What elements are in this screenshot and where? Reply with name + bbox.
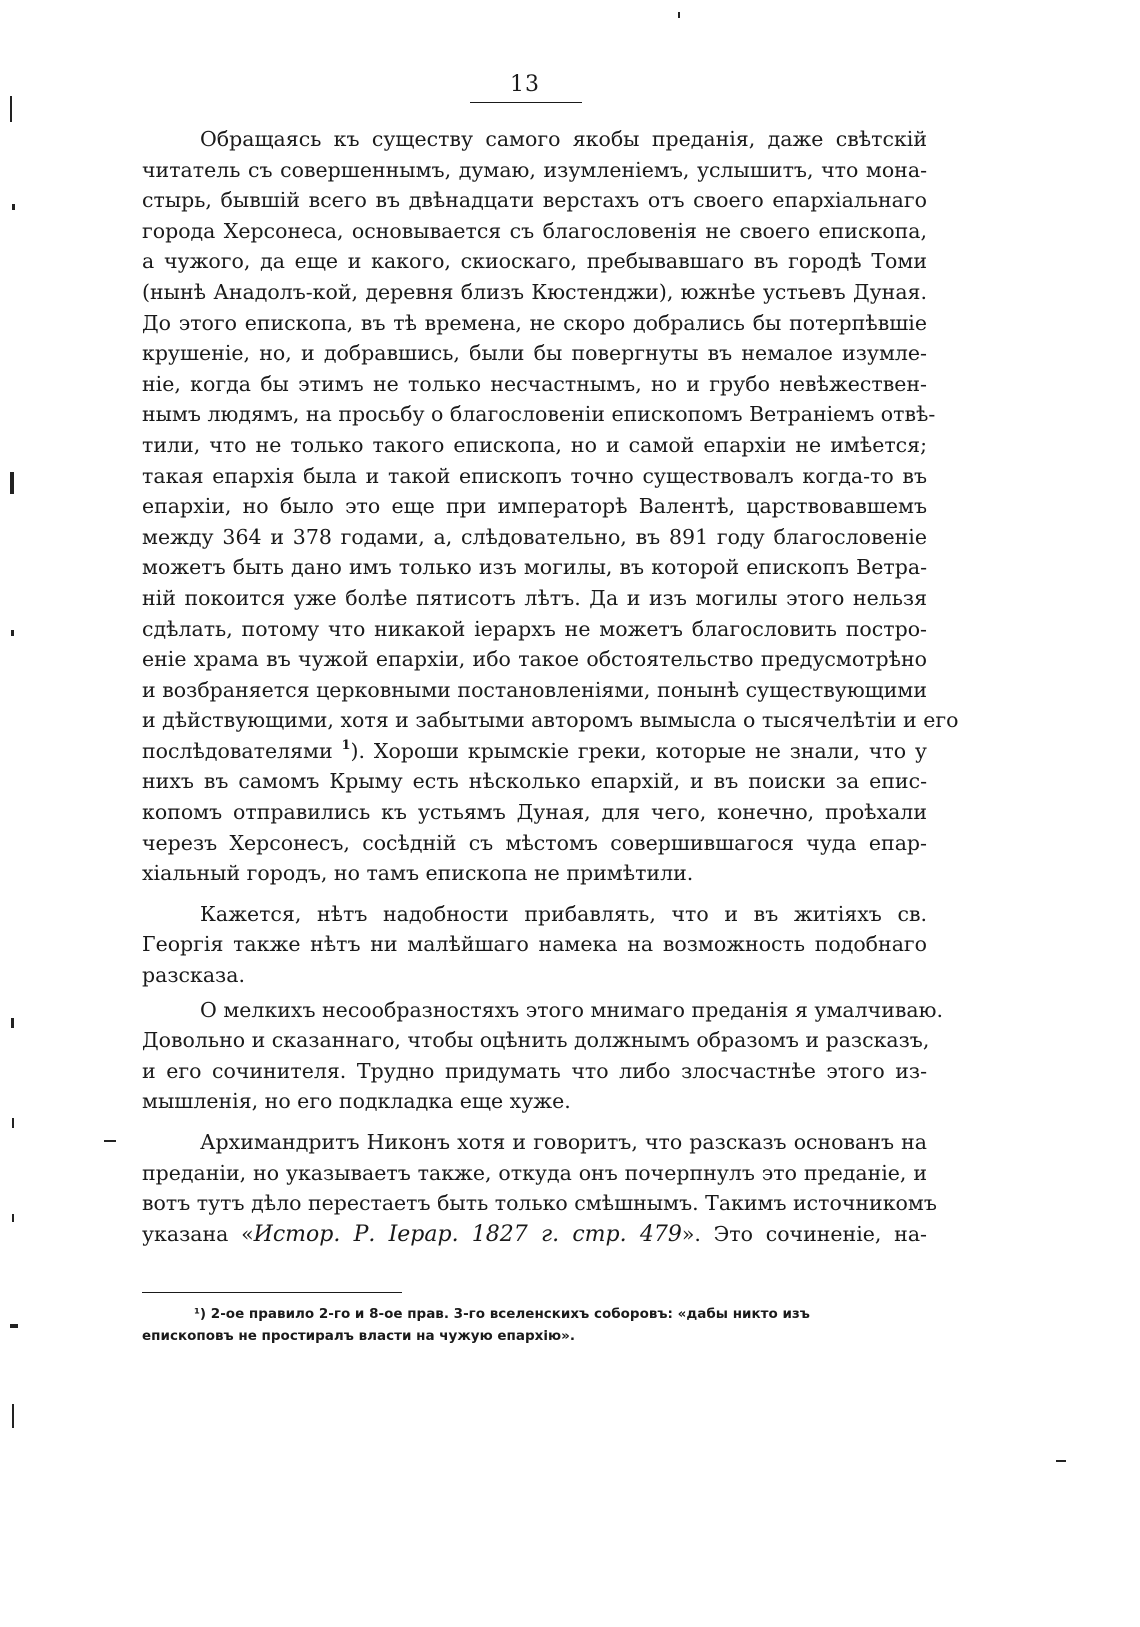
text-line: тили, что не только такого епископа, но и самой епархіи не имѣется; <box>142 432 927 457</box>
text-line: Довольно и сказаннаго, чтобы оцѣнить должнымъ образомъ и разсказъ, <box>142 1028 930 1053</box>
scan-speck <box>11 630 14 636</box>
footnote-marker[interactable]: 1 <box>341 737 351 753</box>
text-line: О мелкихъ несообразностяхъ этого мнимаго преданія я умалчиваю. <box>200 997 944 1022</box>
scan-speck <box>10 472 14 494</box>
text-line: хіальный городъ, но тамъ епископа не примѣтили. <box>142 861 694 886</box>
text-line: сдѣлать, потому что никакой іерархъ не можетъ благословить постро- <box>142 616 927 641</box>
text-line: крушеніе, но, и добравшись, были бы повергнуты въ немалое изумле- <box>142 341 927 366</box>
scan-speck <box>11 1018 14 1028</box>
paragraph-4 <box>142 1127 937 1249</box>
scan-speck <box>12 1214 14 1222</box>
citation-reference: Истор. Р. Іерар. 1827 г. стр. 479 <box>253 1221 682 1247</box>
text-span: ». Это сочиненіе, на- <box>681 1221 927 1246</box>
text-span: послѣдователями <box>142 738 333 763</box>
text-line: Архимандритъ Никонъ хотя и говоритъ, что разсказъ основанъ на <box>200 1130 927 1154</box>
footnote-rule <box>142 1292 402 1293</box>
text-span: ). Хороши крымскіе греки, которые не знали, что у <box>350 738 927 763</box>
text-span: указана « <box>142 1221 254 1246</box>
text-line: еніе храма въ чужой епархіи, ибо такое обстоятельство предусмотрѣно <box>142 647 927 672</box>
text-line: и возбраняется церковными постановленіями, понынѣ существующими <box>142 677 927 702</box>
text-line: мышленія, но его подкладка еще хуже. <box>142 1089 571 1114</box>
text-line: нихъ въ самомъ Крыму есть нѣсколько епархій, и въ поиски за епис- <box>142 769 927 794</box>
text-line: города Херсонеса, основывается съ благословенія не своего епископа, <box>142 218 927 243</box>
text-line: епархіи, но было это еще при императорѣ Валентѣ, царствовавшемъ <box>142 494 927 519</box>
scan-speck <box>104 1140 116 1142</box>
text-line: между 364 и 378 годами, а, слѣдовательно, въ 891 году благословеніе <box>142 524 927 549</box>
text-line: преданіи, но указываетъ также, откуда онъ почерпнулъ это преданіе, и <box>142 1160 927 1185</box>
scan-speck <box>12 204 15 210</box>
body-text <box>142 124 959 1249</box>
text-line: вотъ тутъ дѣло перестаетъ быть только смѣшнымъ. Такимъ источникомъ <box>142 1191 937 1216</box>
footnote-text: 2-ое правило 2-го и 8-ое прав. 3-го вселенскихъ соборовъ: «дабы никто изъ <box>210 1306 810 1322</box>
text-line: такая епархія была и такой епископъ точно существовалъ когда-то въ <box>142 463 927 488</box>
text-line: Кажется, нѣтъ надобности прибавлять, что и въ житіяхъ св. <box>200 901 927 926</box>
scan-speck <box>678 12 680 18</box>
text-line: и его сочинителя. Трудно придумать что либо злосчастнѣе этого из- <box>142 1058 927 1083</box>
text-line-with-footnote <box>142 736 927 767</box>
footnote-line <box>142 1303 927 1325</box>
scan-speck <box>12 1404 14 1428</box>
scan-speck <box>10 1324 18 1328</box>
header-rule <box>470 102 582 103</box>
paragraph-2 <box>142 899 927 991</box>
text-line: можетъ быть дано имъ только изъ могилы, въ которой епископъ Ветра- <box>142 555 927 580</box>
text-line: До этого епископа, въ тѣ времена, не скоро добрались бы потерпѣвшіе <box>142 310 927 335</box>
paragraph-3 <box>142 995 944 1117</box>
text-line: (нынѣ Анадолъ-кой, деревня близъ Кюстенджи), южнѣе устьевъ Дуная. <box>142 279 927 304</box>
text-line: ніе, когда бы этимъ не только несчастнымъ, но и грубо невѣжествен- <box>142 371 927 396</box>
scan-speck <box>12 1118 14 1128</box>
text-line: черезъ Херсонесъ, сосѣдній съ мѣстомъ совершившагося чуда епар- <box>142 830 927 855</box>
text-line: копомъ отправились къ устьямъ Дуная, для чего, конечно, проѣхали <box>142 800 927 825</box>
text-line: нымъ людямъ, на просьбу о благословеніи епископомъ Ветраніемъ отвѣ- <box>142 402 936 427</box>
page-number: 13 <box>510 72 540 97</box>
footnote-line: епископовъ не простиралъ власти на чужую епархію». <box>142 1328 575 1344</box>
text-line-with-citation <box>142 1219 927 1250</box>
text-line: Обращаясь къ существу самого якобы преданія, даже свѣтскій <box>200 127 927 151</box>
text-line: ній покоится уже болѣе пятисотъ лѣтъ. Да и изъ могилы этого нельзя <box>142 585 927 610</box>
text-line: Георгія также нѣтъ ни малѣйшаго намека на возможность подобнаго <box>142 932 927 957</box>
paragraph-1 <box>142 124 959 889</box>
footnote-marker-label: ¹) <box>194 1306 207 1322</box>
text-line: стырь, бывшій всего въ двѣнадцати верстахъ отъ своего епархіальнаго <box>142 188 927 213</box>
text-line: читатель съ совершеннымъ, думаю, изумленіемъ, услышитъ, что мона- <box>142 157 927 182</box>
scan-speck <box>10 96 12 122</box>
scan-speck <box>1056 1460 1066 1462</box>
text-line: а чужого, да еще и какого, скиоскаго, пребывавшаго въ городѣ Томи <box>142 249 927 274</box>
footnote <box>142 1303 927 1347</box>
text-line: и дѣйствующими, хотя и забытыми авторомъ вымысла о тысячелѣтіи и его <box>142 708 959 733</box>
text-line: разсказа. <box>142 963 245 988</box>
